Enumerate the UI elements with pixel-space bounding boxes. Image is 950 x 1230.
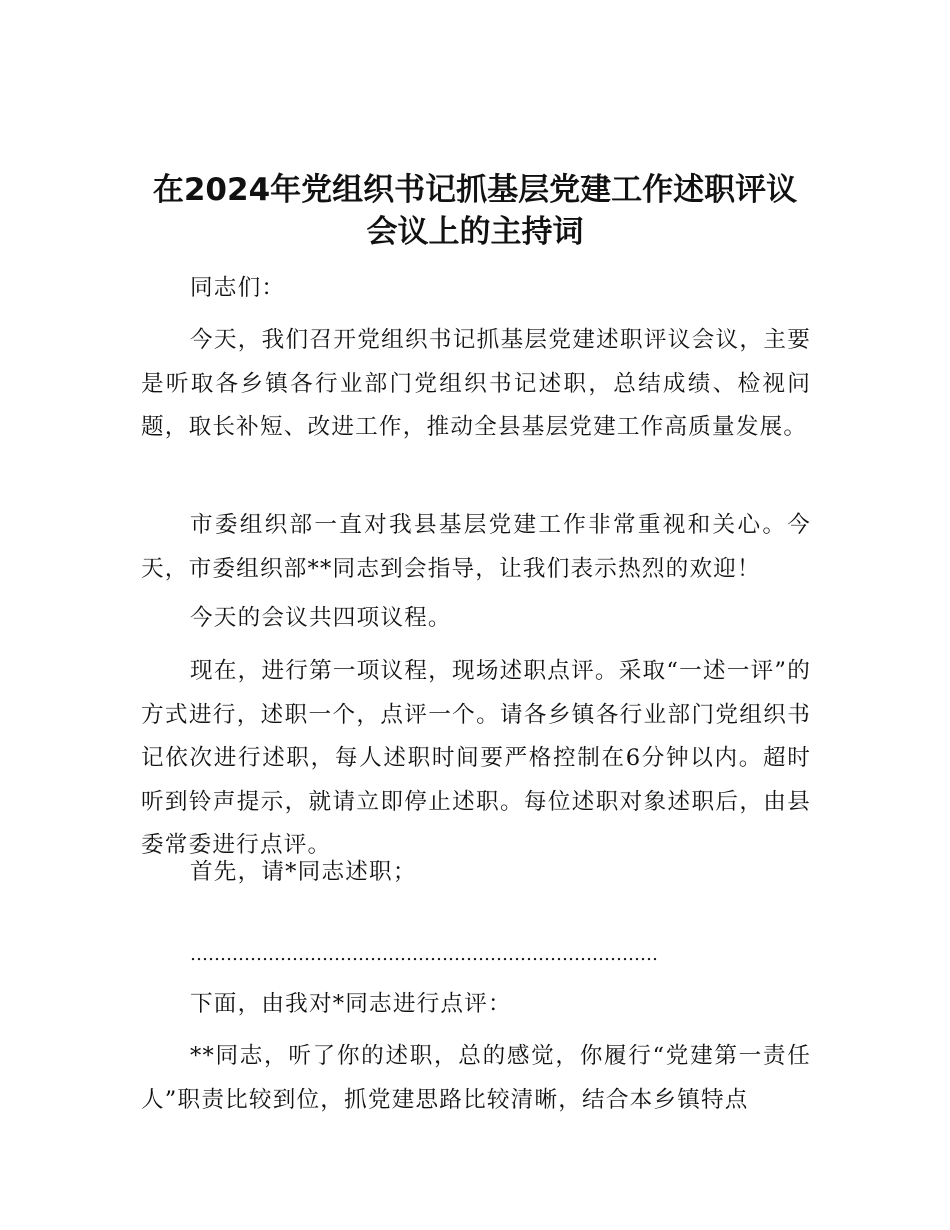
title-line-2: 会议上的主持词 — [366, 214, 584, 250]
paragraph-welcome: 市委组织部一直对我县基层党建工作非常重视和关心。今天，市委组织部**同志到会指导，让我们表示热烈的欢迎！ — [141, 512, 811, 582]
title-line-1: 在2024年党组织书记抓基层党建工作述职评议 — [152, 172, 798, 208]
paragraph-opening: 今天，我们召开党组织书记抓基层党建述职评议会议，主要是听取各乡镇各行业部门党组织书记述职，总结成绩、检视问题，取长补短、改进工作，推动全县基层党建工作高质量发展。 — [141, 327, 811, 440]
ellipsis-line: …………………………………………………………………… — [190, 944, 658, 965]
paragraph-review-intro: 下面，由我对*同志进行点评： — [190, 991, 512, 1017]
paragraph-first-item: 现在，进行第一项议程，现场述职点评。采取“一述一评”的方式进行，述职一个，点评一个。请各乡镇各行业部门党组织书记依次进行述职，每人述职时间要严格控制在6分钟以内。超时听到铃声提示，就请立即停止述职。每位述职对象述职后，由县委常委进行点评。 — [141, 658, 811, 858]
paragraph-review: **同志，听了你的述职，总的感觉，你履行“党建第一责任人”职责比较到位，抓党建思路比较清晰，结合本乡镇特点 — [141, 1043, 811, 1113]
paragraph-first-speaker: 首先，请*同志述职； — [190, 859, 417, 885]
salutation: 同志们： — [190, 275, 286, 301]
paragraph-agenda: 今天的会议共四项议程。 — [190, 605, 452, 631]
document-title — [120, 169, 830, 253]
